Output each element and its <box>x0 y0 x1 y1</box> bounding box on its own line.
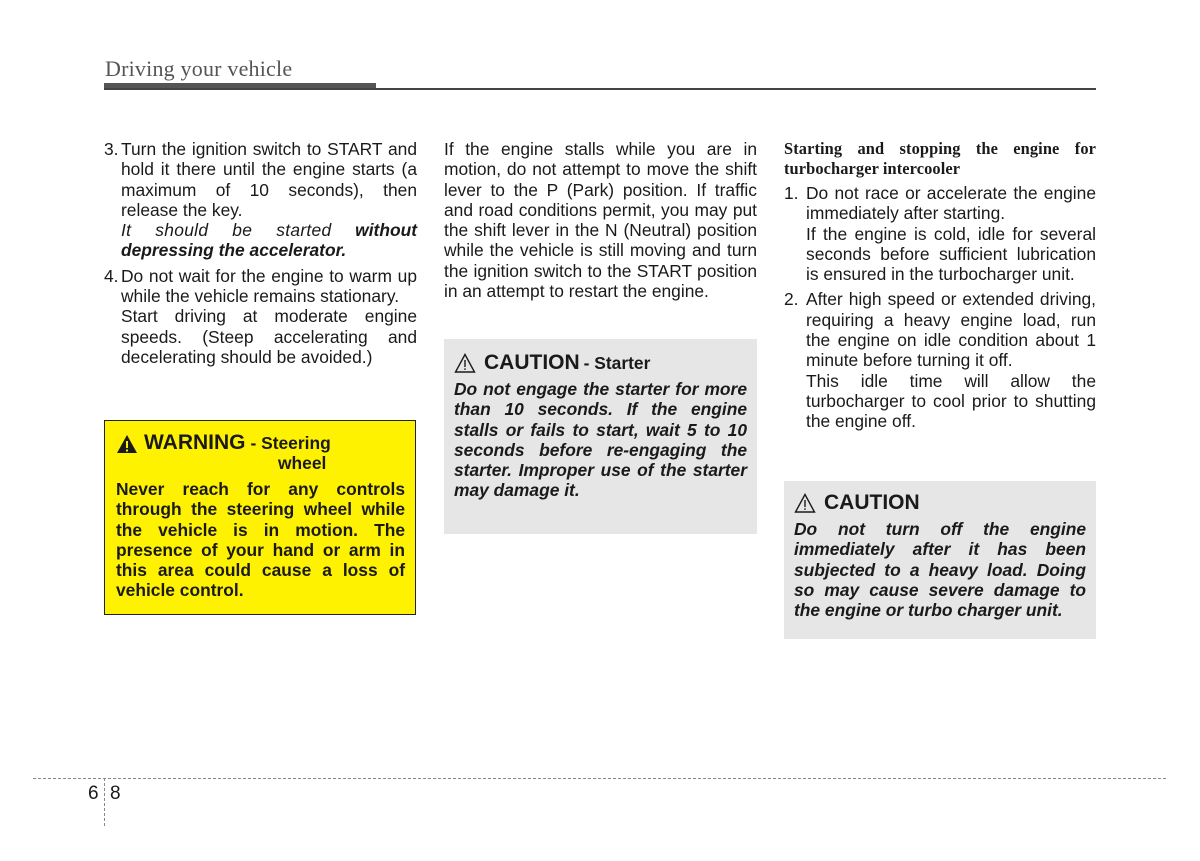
column-3 <box>784 139 1096 432</box>
page-header-title: Driving your vehicle <box>105 56 293 81</box>
item-1-note: If the engine is cold, idle for several seconds before sufficient lubrication is ensured in the turbocharger unit. <box>806 223 1096 285</box>
item-text: After high speed or extended driving, requiring a heavy engine load, run the engine on idle condition about 1 minute before turning it off. <box>806 289 1096 371</box>
header-rule <box>104 88 1096 90</box>
note-italic: It should be started <box>121 220 332 241</box>
step-3-note <box>104 220 417 261</box>
caution-box-starter <box>444 339 757 534</box>
warning-box <box>104 420 416 615</box>
section-number: 6 <box>88 783 99 804</box>
warning-label: WARNING <box>144 431 246 454</box>
caution-body: Do not engage the starter for more than 10 seconds. If the engine stalls or fails to start, wait 5 to 10 seconds before re-engaging the starter. Improper use of the starter may damage it. <box>454 379 747 501</box>
step-number: 4. <box>104 265 119 286</box>
stall-paragraph: If the engine stalls while you are in motion, do not attempt to move the shift lever to the P (Park) position. If traffic and road conditions permit, you may put the shift lever in the N (Neutral) position while the vehicle is still moving and turn the ignition switch to the START position in an attempt to restart the engine. <box>444 139 757 302</box>
footer-divider <box>104 778 105 826</box>
caution-triangle-icon <box>454 353 476 373</box>
footer-rule <box>33 778 1166 779</box>
warning-subject-line2: wheel <box>278 453 327 473</box>
column-1 <box>104 139 417 367</box>
step-3 <box>104 139 417 220</box>
caution-label: CAUTION <box>484 351 580 374</box>
item-number: 1. <box>784 183 799 203</box>
caution-title <box>794 491 1086 515</box>
item-2 <box>784 289 1096 370</box>
item-number: 2. <box>784 289 799 310</box>
caution-title <box>454 351 747 375</box>
caution-triangle-icon <box>794 493 816 513</box>
step-number: 3. <box>104 139 119 159</box>
warning-body: Never reach for any controls through the steering wheel while the vehicle is in motion. The presence of your hand or arm in this area could cause a loss of vehicle control. <box>116 479 405 601</box>
column-2 <box>444 139 757 301</box>
step-text: Turn the ignition switch to START and hold it there until the engine starts (a maximum of 10 seconds), then release the key. <box>121 139 417 220</box>
warning-title <box>116 431 405 455</box>
page-number: 8 <box>110 783 121 804</box>
step-4-note: Start driving at moderate engine speeds. (Steep accelerating and decelerating should be avoided.) <box>121 306 417 367</box>
warning-subject: - Steering <box>250 433 331 453</box>
step-4 <box>104 266 417 307</box>
caution-label: CAUTION <box>824 491 920 514</box>
step-text: Do not wait for the engine to warm up while the vehicle remains stationary. <box>121 265 417 307</box>
note-bold: without depressing the accelerator. <box>121 220 417 261</box>
item-1 <box>784 183 1096 224</box>
caution-body: Do not turn off the engine immediately after it has been subjected to a heavy load. Doing so may cause severe damage to the engine or turbo charger unit. <box>794 519 1086 621</box>
item-2-note: This idle time will allow the turbocharger to cool prior to shutting the engine off. <box>806 370 1096 432</box>
warning-triangle-icon <box>116 434 138 454</box>
caution-subject: - Starter <box>583 353 651 373</box>
section-heading: Starting and stopping the engine for turbocharger intercooler <box>784 139 1096 178</box>
item-text: Do not race or accelerate the engine immediately after starting. <box>806 183 1096 224</box>
caution-box-turbo <box>784 481 1096 639</box>
